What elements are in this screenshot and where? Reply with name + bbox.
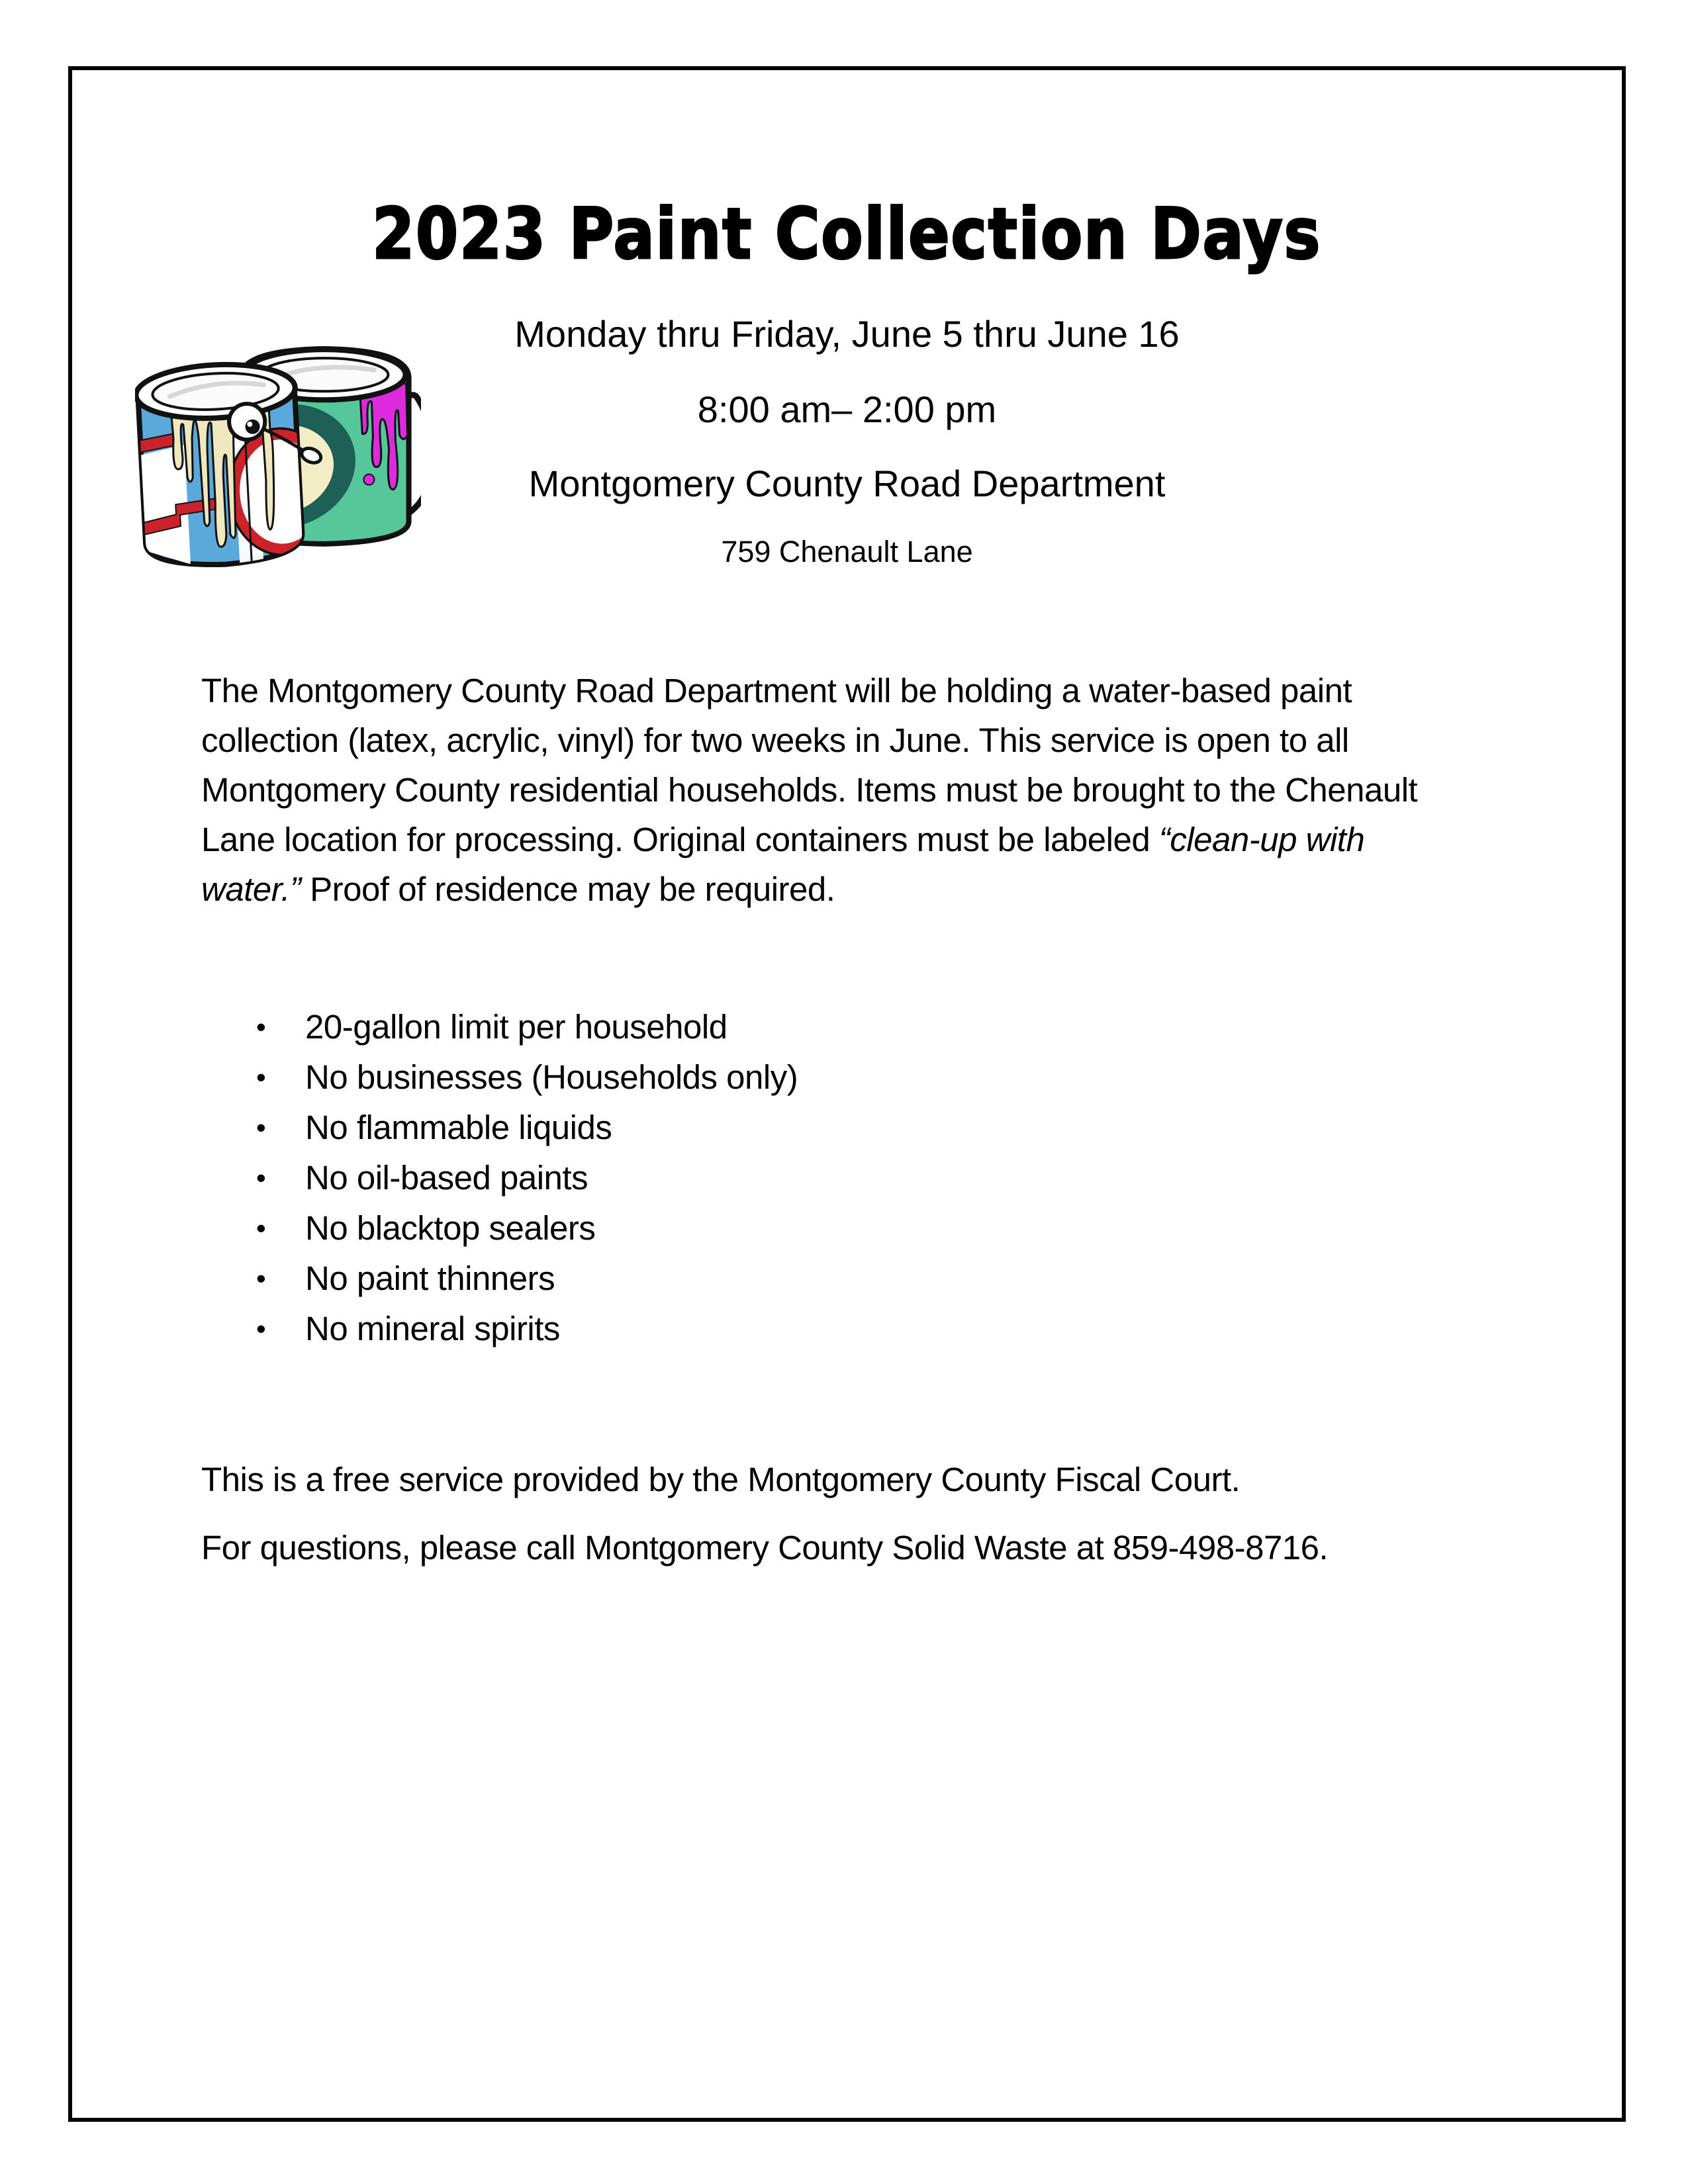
bullet-icon: • xyxy=(256,1263,266,1294)
flyer-title-text: 2023 Paint Collection Days xyxy=(372,193,1322,275)
bullet-icon: • xyxy=(256,1112,266,1143)
department-line: Montgomery County Road Department xyxy=(528,463,1166,504)
address-line: 759 Chenault Lane xyxy=(721,535,973,569)
list-item-label: No blacktop sealers xyxy=(305,1209,596,1247)
list-item-label: No paint thinners xyxy=(305,1259,555,1297)
list-item xyxy=(256,1052,798,1103)
free-service-line: This is a free service provided by the Montgomery County Fiscal Court. xyxy=(201,1461,1241,1498)
intro-paragraph xyxy=(201,666,1456,914)
list-item-label: No flammable liquids xyxy=(305,1109,612,1146)
schedule-line: Monday thru Friday, June 5 thru June 16 xyxy=(514,313,1180,355)
intro-text-before: The Montgomery County Road Department will be holding a water-based paint collection (latex, acrylic, vinyl) for two weeks in June. This service is open to all Montgomery County residential households. Items must be brought to the Chenault Lane location for processing. Original containers must be labeled xyxy=(201,672,1418,858)
list-item xyxy=(256,1153,798,1203)
list-item-label: 20-gallon limit per household xyxy=(305,1008,727,1046)
list-item xyxy=(256,1203,798,1253)
bullet-icon: • xyxy=(256,1011,266,1042)
intro-italic-text: “clean-up with water.” xyxy=(201,821,1365,908)
bullet-icon: • xyxy=(256,1212,266,1244)
rules-list xyxy=(256,1002,798,1354)
questions-line: For questions, please call Montgomery County Solid Waste at 859-498-8716. xyxy=(201,1529,1329,1567)
magenta-drip-drop xyxy=(363,475,374,485)
bullet-icon: • xyxy=(256,1313,266,1344)
paint-cans-clipart xyxy=(135,337,421,572)
flyer-title xyxy=(72,193,1622,275)
list-item xyxy=(256,1304,798,1354)
handle-knob xyxy=(228,403,266,441)
list-item xyxy=(256,1253,798,1304)
list-item xyxy=(256,1002,798,1052)
hours-line: 8:00 am– 2:00 pm xyxy=(697,388,997,430)
bullet-icon: • xyxy=(256,1062,266,1093)
list-item xyxy=(256,1103,798,1153)
list-item-label: No mineral spirits xyxy=(305,1310,560,1347)
list-item-label: No oil-based paints xyxy=(305,1159,588,1197)
page-border xyxy=(68,66,1626,2122)
intro-text-after: Proof of residence may be required. xyxy=(301,870,835,908)
bullet-icon: • xyxy=(256,1162,266,1193)
list-item-label: No businesses (Households only) xyxy=(305,1058,798,1096)
